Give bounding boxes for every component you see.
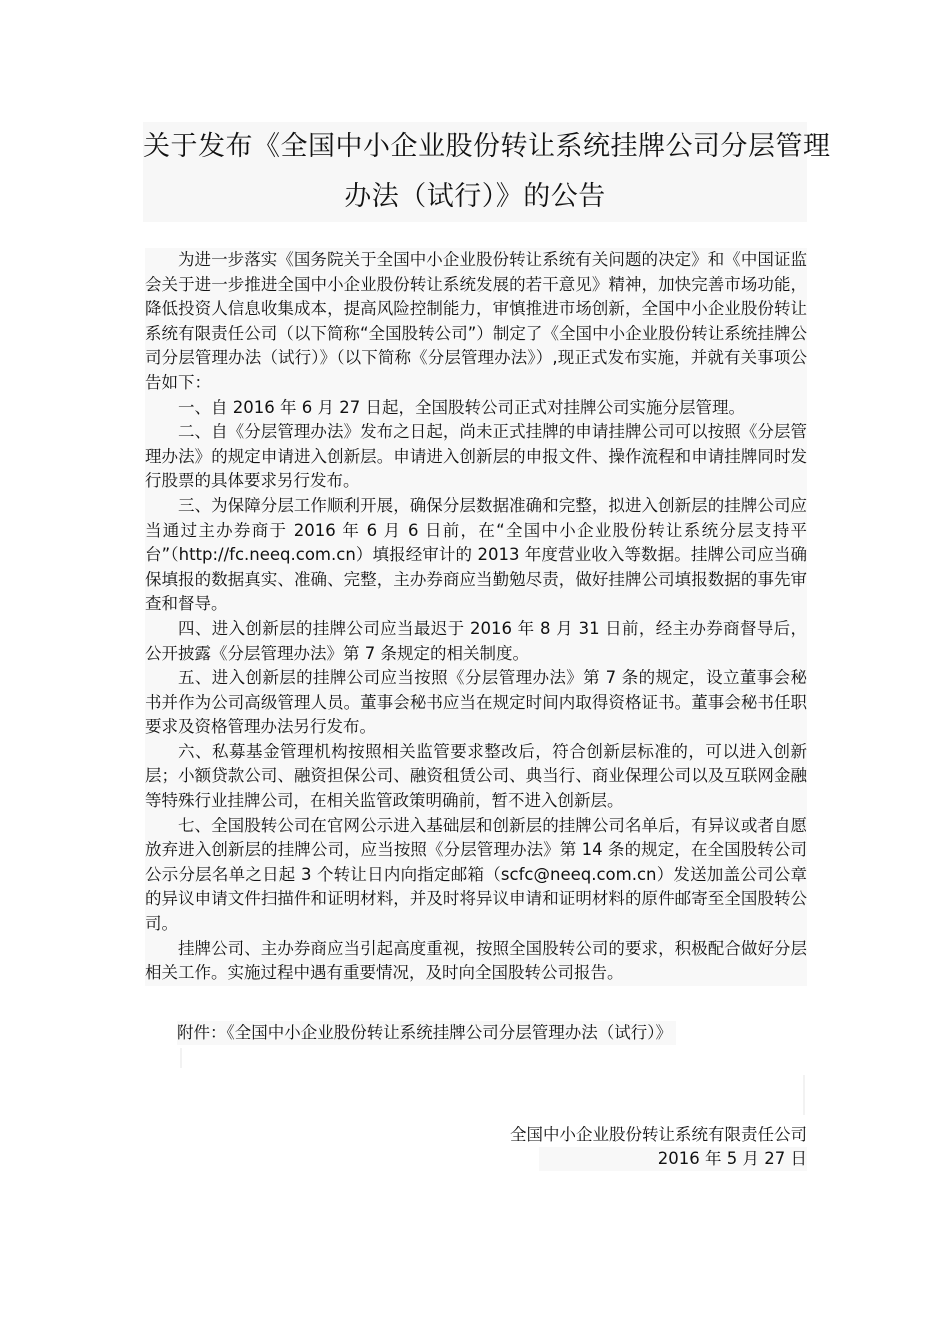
signature-organization: 全国中小企业股份转让系统有限责任公司 (510, 1125, 807, 1144)
scan-artifact (803, 1075, 805, 1115)
item-5-paragraph: 五、进入创新层的挂牌公司应当按照《分层管理办法》第 7 条的规定，设立董事会秘书并作为公司高级管理人员。董事会秘书应当在规定时间内取得资格证书。董事会秘书任职要求及资格管理办法另行发布。 (145, 666, 807, 740)
item-1-paragraph: 一、自 2016 年 6 月 27 日起，全国股转公司正式对挂牌公司实施分层管理。 (145, 396, 807, 421)
closing-paragraph: 挂牌公司、主办券商应当引起高度重视，按照全国股转公司的要求，积极配合做好分层相关工作。实施过程中遇有重要情况，及时向全国股转公司报告。 (145, 937, 807, 986)
attachment-line: 附件：《全国中小企业股份转让系统挂牌公司分层管理办法（试行）》 (177, 1021, 676, 1045)
signature-date: 2016 年 5 月 27 日 (539, 1147, 807, 1171)
announcement-body (145, 248, 807, 986)
title-line-2: 办法（试行）》的公告 (344, 181, 606, 212)
item-6-paragraph: 六、私募基金管理机构按照相关监管要求整改后，符合创新层标准的，可以进入创新层；小额贷款公司、融资担保公司、融资租赁公司、典当行、商业保理公司以及互联网金融等特殊行业挂牌公司，在相关监管政策明确前，暂不进入创新层。 (145, 740, 807, 814)
scan-artifact (180, 1048, 182, 1068)
document-title (143, 122, 831, 222)
item-2-paragraph: 二、自《分层管理办法》发布之日起，尚未正式挂牌的申请挂牌公司可以按照《分层管理办法》的规定申请进入创新层。申请进入创新层的申报文件、操作流程和申请挂牌同时发行股票的具体要求另行发布。 (145, 420, 807, 494)
item-4-paragraph: 四、进入创新层的挂牌公司应当最迟于 2016 年 8 月 31 日前，经主办券商督导后，公开披露《分层管理办法》第 7 条规定的相关制度。 (145, 617, 807, 666)
title-line-1: 关于发布《全国中小企业股份转让系统挂牌公司分层管理 (143, 131, 831, 162)
item-7-paragraph: 七、全国股转公司在官网公示进入基础层和创新层的挂牌公司名单后，有异议或者自愿放弃进入创新层的挂牌公司，应当按照《分层管理办法》第 14 条的规定，在全国股转公司公示分层名单之日起 3 个转让日内向指定邮箱（scfc@neeq.com.cn）发送加盖公司公章的异议申请文件扫描件和证明材料，并及时将异议申请和证明材料的原件邮寄至全国股转公司。 (145, 814, 807, 937)
item-3-paragraph: 三、为保障分层工作顺利开展，确保分层数据准确和完整，拟进入创新层的挂牌公司应当通过主办券商于 2016 年 6 月 6 日前，在“全国中小企业股份转让系统分层支持平台”（http://fc.neeq.com.cn）填报经审计的 2013 年度营业收入等数据。挂牌公司应当确保填报的数据真实、准确、完整，主办券商应当勤勉尽责，做好挂牌公司填报数据的事先审查和督导。 (145, 494, 807, 617)
intro-paragraph: 为进一步落实《国务院关于全国中小企业股份转让系统有关问题的决定》和《中国证监会关于进一步推进全国中小企业股份转让系统发展的若干意见》精神，加快完善市场功能，降低投资人信息收集成本，提高风险控制能力，审慎推进市场创新，全国中小企业股份转让系统有限责任公司（以下简称“全国股转公司”）制定了《全国中小企业股份转让系统挂牌公司分层管理办法（试行）》（以下简称《分层管理办法》）,现正式发布实施，并就有关事项公告如下： (145, 248, 807, 396)
